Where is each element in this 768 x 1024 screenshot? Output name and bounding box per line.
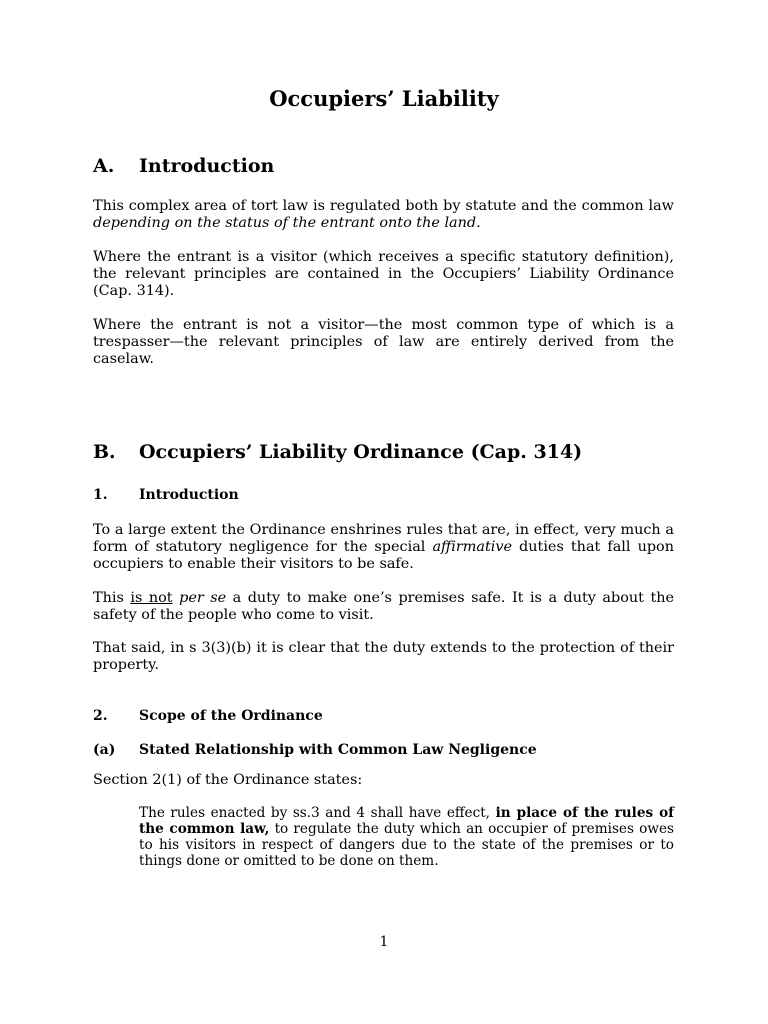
quote-bold: in place of the rules of the common law, <box>139 805 675 837</box>
subsection-2-number: 2. <box>93 708 108 724</box>
subsection-a-heading <box>93 742 537 758</box>
page-number: 1 <box>379 934 389 950</box>
ord-p1-text: To a large extent the Ordinance enshrines rules that are, in effect, very much a form of statutory negligence for the special <box>93 522 674 555</box>
intro-p1-text: This complex area of tort law is regulated both by statute and the common law <box>93 198 674 214</box>
subsection-2-title: Scope of the Ordinance <box>139 708 323 724</box>
section-a-letter: A. <box>93 155 115 177</box>
ord-p2-text: This <box>93 590 131 606</box>
subsection-1-number: 1. <box>93 487 108 503</box>
document-title: Occupiers’ Liability <box>269 86 499 111</box>
quote-text: The rules enacted by ss.3 and 4 shall have effect, <box>139 805 496 821</box>
subsection-2-heading <box>93 708 323 724</box>
ord-p2-italic: per se <box>179 590 227 606</box>
section-2-intro: Section 2(1) of the Ordinance states: <box>93 772 363 788</box>
intro-paragraph-1 <box>93 198 674 232</box>
subsection-1-title: Introduction <box>139 487 239 503</box>
statutory-quote <box>139 805 674 869</box>
intro-p1-italic: depending on the status of the entrant onto the land <box>93 215 477 231</box>
subsection-a-number: (a) <box>93 742 116 758</box>
section-a-title: Introduction <box>139 155 275 177</box>
section-a-heading <box>93 155 274 177</box>
intro-paragraph-3: Where the entrant is not a visitor—the most common type of which is a trespasser—the relevant principles of law are entirely derived from the caselaw. <box>93 317 674 367</box>
section-b-letter: B. <box>93 441 116 463</box>
subsection-a-title: Stated Relationship with Common Law Negligence <box>139 742 537 758</box>
section-b-title: Occupiers’ Liability Ordinance (Cap. 314) <box>139 441 583 463</box>
intro-p1-end: . <box>476 215 481 231</box>
section-b-heading <box>93 441 582 463</box>
ordinance-paragraph-3: That said, in s 3(3)(b) it is clear that the duty extends to the protection of their property. <box>93 640 674 673</box>
quote-end: to regulate the duty which an occupier of premises owes to his visitors in respect of dangers due to the state of the premises or to things done or omitted to be done on them. <box>139 821 674 869</box>
ordinance-paragraph-1 <box>93 522 674 573</box>
ord-p2-end: a duty to make one’s premises safe. It is a duty about the safety of the people who come to visit. <box>93 590 675 623</box>
ord-p1-italic: affirmative <box>432 539 512 555</box>
intro-paragraph-2: Where the entrant is a visitor (which receives a specific statutory definition), the relevant principles are contained in the Occupiers’ Liability Ordinance (Cap. 314). <box>93 249 674 299</box>
subsection-1-heading <box>93 487 239 503</box>
ord-p2-underline: is not <box>130 590 173 606</box>
ord-p1-end: duties that fall upon occupiers to enable their visitors to be safe. <box>93 539 674 572</box>
ordinance-paragraph-2 <box>93 590 674 624</box>
